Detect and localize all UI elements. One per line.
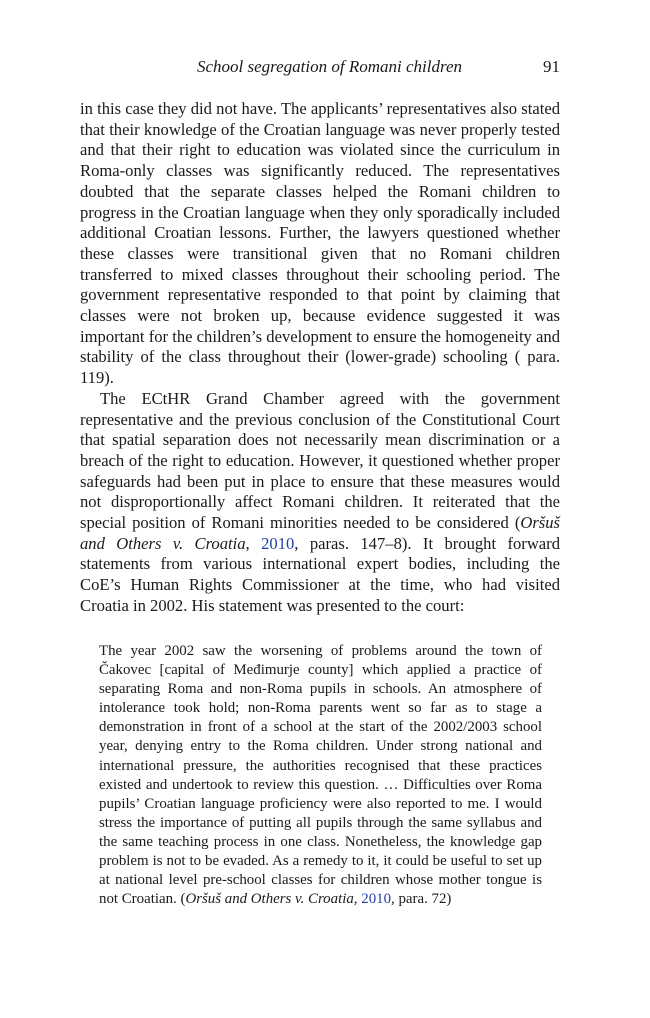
case-name: Oršuš and Others v. Croatia xyxy=(80,513,560,553)
citation-year-link[interactable]: 2010 xyxy=(261,533,295,553)
paragraph-1: in this case they did not have. The applicants’ representatives also stated that their knowledge of the Croatian language was never properly tested and that their right to education was violated since the curriculum in Roma-only classes was significantly reduced. The representatives doubted that the separate classes helped the Romani children to progress in the Croatian language when they only sporadically included additional Croatian lessons. Further, the lawyers questioned whether these classes were transitional given that no Romani children transferred to mixed classes throughout their schooling period. The government representative responded to that point by claiming that classes were not broken up, because evidence suggested it was important for the children’s development to ensure the homogeneity and stability of the class throughout their (lower-grade) schooling ( para. 119). xyxy=(80,99,560,388)
quote-citation-year-link[interactable]: 2010 xyxy=(361,891,392,908)
quote-citation-comma: , xyxy=(353,891,362,908)
block-quote xyxy=(99,642,542,909)
paragraph-2-text-before: The ECtHR Grand Chamber agreed with the government representative and the previous conclusion of the Constitutional Court that spatial separation does not necessarily mean discrimination or a breach of the right to education. However, it questioned whether proper safeguards had been put in place to ensure that these measures would not disproportionally affect Romani children. It reiterated that the special position of Romani minorities needed to be considered ( xyxy=(80,388,560,533)
quote-text-after: , para. 72) xyxy=(391,891,452,908)
quote-paragraph xyxy=(99,642,542,909)
running-title: School segregation of Romani children xyxy=(196,57,462,76)
quote-case-name: Oršuš and Others v. Croatia xyxy=(185,891,354,908)
running-header xyxy=(80,55,560,79)
paragraph-2-text-after: , paras. 147–8). It brought forward statements from various international expert bodies, including the CoE’s Human Rights Commissioner at the time, who had visited Croatia in 2002. His statement was presented to the court: xyxy=(80,533,560,615)
paragraph-2 xyxy=(80,389,560,617)
main-text xyxy=(80,99,560,617)
citation-comma: , xyxy=(245,533,262,553)
page-number: 91 xyxy=(543,57,560,76)
quote-text: The year 2002 saw the worsening of problems around the town of Čakovec [capital of Međimurje county] which applied a practice of separating Roma and non-Roma pupils in schools. An atmosphere of intolerance took hold; non-Roma parents went so far as to stage a demonstration in front of a school at the start of the 2002/2003 school year, denying entry to the Roma children. Under strong national and international pressure, the authorities recognised that these practices existed and undertook to review this question. … Difficulties over Roma pupils’ Croatian language proficiency were also reported to me. I would stress the importance of putting all pupils through the same syllabus and the same teaching process in one class. Nonetheless, the knowledge gap problem is not to be evaded. As a remedy to it, it could be useful to set up at national level pre-school classes for children whose mother tongue is not Croatian. ( xyxy=(99,643,542,908)
